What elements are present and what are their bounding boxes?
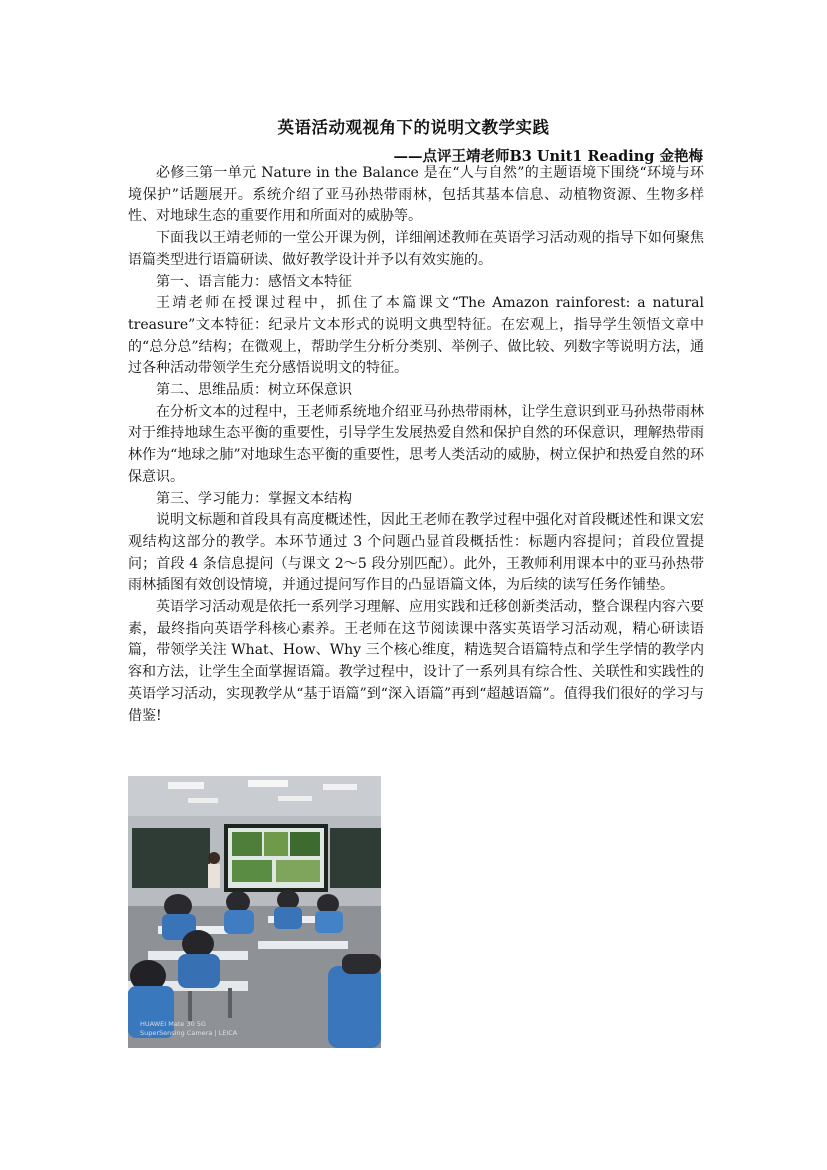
watermark-line-2: SuperSensing Camera | LEICA bbox=[140, 1029, 238, 1037]
paragraph-overview: 下面我以王靖老师的一堂公开课为例，详细阐述教师在英语学习活动观的指导下如何聚焦语篇类型进行语篇研读、做好教学设计并予以有效实施的。 bbox=[128, 230, 704, 268]
paragraph-thinking: 在分析文本的过程中，王老师系统地介绍亚马孙热带雨林，让学生意识到亚马孙热带雨林对于维持地球生态平衡的重要性，引导学生发展热爱自然和保护自然的环保意识，理解热带雨林作为“地球之肺”对地球生态平衡的重要性，思考人类活动的威胁，树立保护和热爱自然的环保意识。 bbox=[128, 403, 704, 485]
paragraph-learning: 说明文标题和首段具有高度概述性，因此王老师在教学过程中强化对首段概述性和课文宏观结构这部分的教学。本环节通过 3 个问题凸显首段概括性：标题内容提问；首段位置提问；首段 4 条信息提问（与课文 2～5 段分别匹配）。此外，王教师利用课本中的亚马孙热带雨林插图有效创设情境，并通过提问写作目的凸显语篇文体，为后续的读写任务作铺垫。 bbox=[128, 512, 704, 594]
paragraph-language: 王靖老师在授课过程中，抓住了本篇课文“The Amazon rainforest: a natural treasure”文本特征：纪录片文本形式的说明文典型特征。在宏观上，指导学生领悟文章中的“总分总”结构；在微观上，帮助学生分析分类别、举例子、做比较、列数字等说明方法，通过各种活动带领学生充分感悟说明文的特征。 bbox=[128, 295, 704, 377]
camera-watermark bbox=[140, 1020, 237, 1038]
document-body bbox=[128, 163, 704, 727]
section-heading-thinking: 第二、思维品质：树立环保意识 bbox=[156, 382, 352, 399]
paragraph-intro: 必修三第一单元 Nature in the Balance 是在“人与自然”的主题语境下围绕“环境与环境保护”话题展开。系统介绍了亚马孙热带雨林，包括其基本信息、动植物资源、生物多样性、对地球生态的重要作用和所面对的威胁等。 bbox=[128, 165, 704, 225]
classroom-photo bbox=[128, 776, 381, 1048]
paragraph-conclusion: 英语学习活动观是依托一系列学习理解、应用实践和迁移创新类活动，整合课程内容六要素，最终指向英语学科核心素养。王老师在这节阅读课中落实英语学习活动观，精心研读语篇，带领学关注 What、How、Why 三个核心维度，精选契合语篇特点和学生学情的教学内容和方法，让学生全面掌握语篇。教学过程中，设计了一系列具有综合性、关联性和实践性的英语学习活动，实现教学从“基于语篇”到“深入语篇”再到“超越语篇”。值得我们很好的学习与借鉴! bbox=[128, 599, 704, 724]
watermark-line-1: HUAWEI Mate 30 5G bbox=[140, 1020, 206, 1028]
section-heading-language: 第一、语言能力：感悟文本特征 bbox=[156, 273, 352, 290]
section-heading-learning: 第三、学习能力：掌握文本结构 bbox=[156, 490, 352, 507]
document-title: 英语活动观视角下的说明文教学实践 bbox=[277, 118, 550, 137]
document-subtitle: ——点评王靖老师B3 Unit1 Reading 金艳梅 bbox=[393, 148, 703, 165]
